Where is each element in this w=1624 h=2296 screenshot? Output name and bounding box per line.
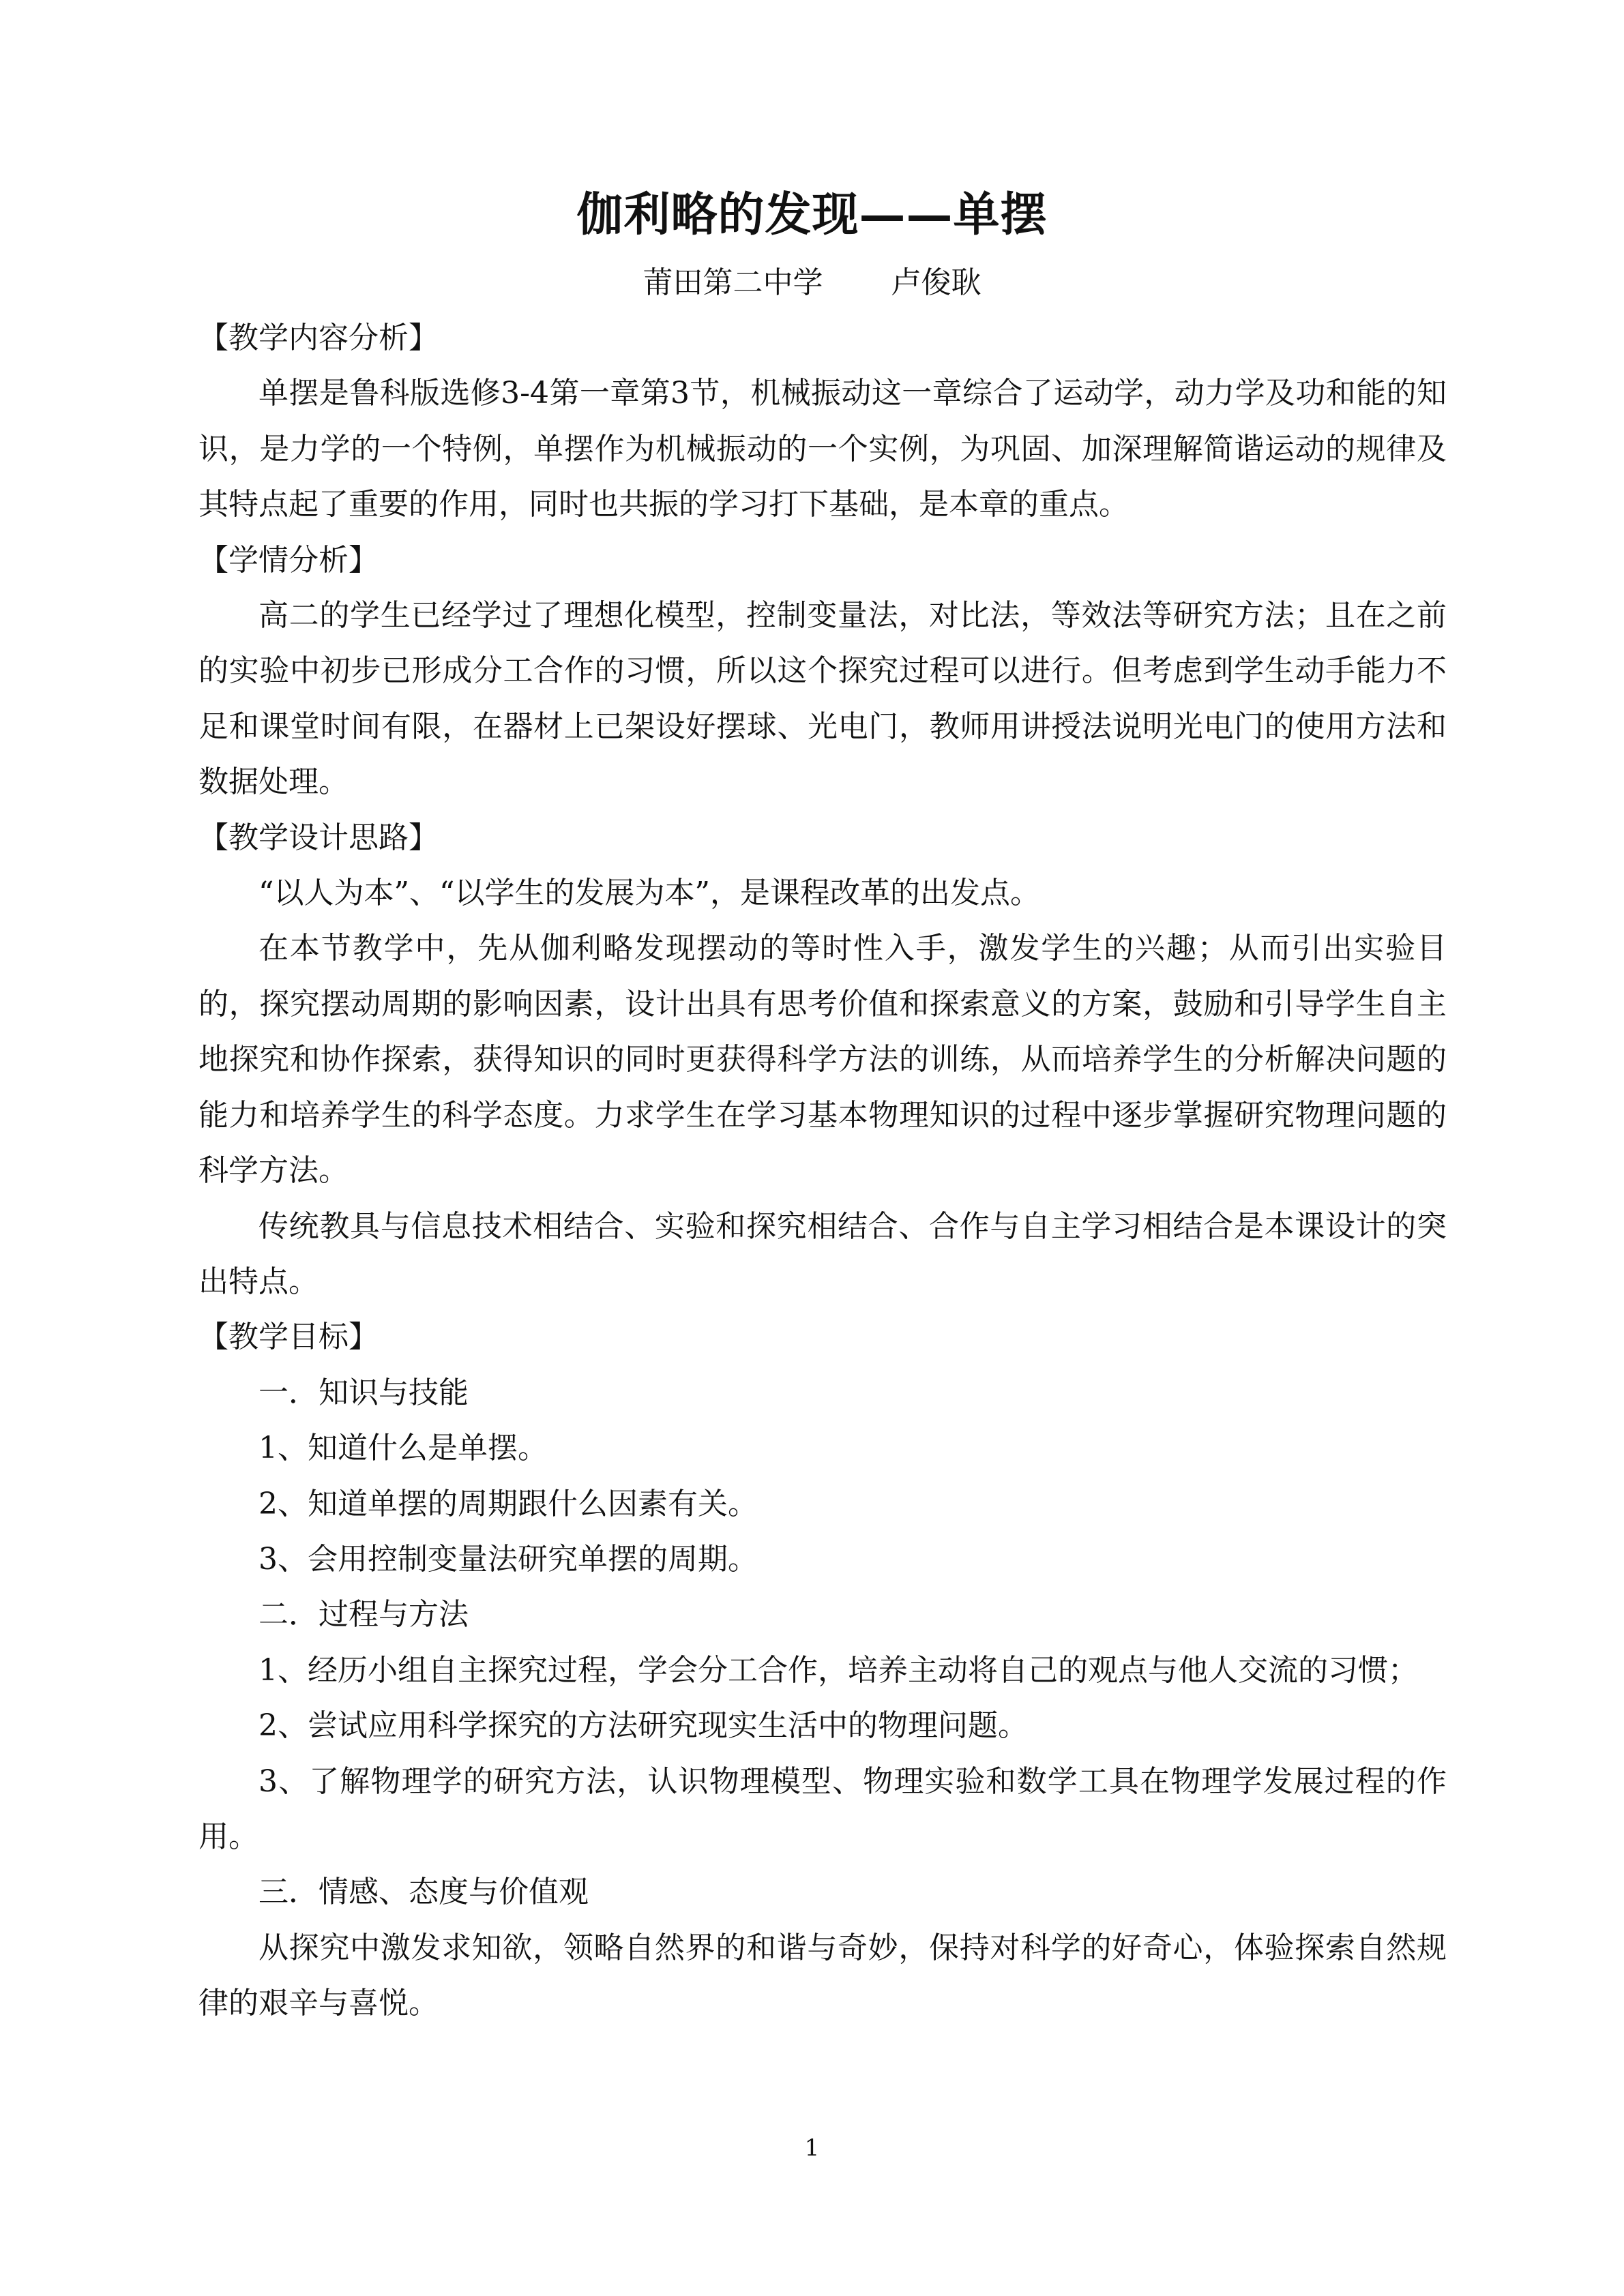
list-item: 2、知道单摆的周期跟什么因素有关。 — [259, 1486, 758, 1521]
list-item: 2、尝试应用科学探究的方法研究现实生活中的物理问题。 — [259, 1708, 1028, 1744]
document-body — [198, 310, 1447, 2031]
author-name: 卢俊耿 — [891, 265, 981, 300]
byline — [0, 256, 1624, 310]
paragraph: 单摆是鲁科版选修3-4第一章第3节，机械振动这一章综合了运动学，动力学及功和能的知识，是力学的一个特例，单摆作为机械振动的一个实例，为巩固、加深理解简谐运动的规律及其特点起了重要的作用，同时也共振的学习打下基础，是本章的重点。 — [198, 376, 1447, 522]
subsection-heading-emotion: 三．情感、态度与价值观 — [259, 1875, 589, 1910]
school-name: 莆田第二中学 — [643, 265, 823, 300]
paragraph: 高二的学生已经学过了理想化模型，控制变量法，对比法，等效法等研究方法；且在之前的实验中初步已形成分工合作的习惯，所以这个探究过程可以进行。但考虑到学生动手能力不足和课堂时间有限，在器材上已架设好摆球、光电门，教师用讲授法说明光电门的使用方法和数据处理。 — [198, 598, 1447, 800]
list-item: 3、会用控制变量法研究单摆的周期。 — [259, 1541, 758, 1577]
list-item: 1、经历小组自主探究过程，学会分工合作，培养主动将自己的观点与他人交流的习惯； — [259, 1652, 1418, 1688]
paragraph: 在本节教学中，先从伽利略发现摆动的等时性入手，激发学生的兴趣；从而引出实验目的，探究摆动周期的影响因素，设计出具有思考价值和探索意义的方案，鼓励和引导学生自主地探究和协作探索，获得知识的同时更获得科学方法的训练，从而培养学生的分析解决问题的能力和培养学生的科学态度。力求学生在学习基本物理知识的过程中逐步掌握研究物理问题的科学方法。 — [198, 931, 1447, 1189]
subsection-heading-process: 二．过程与方法 — [259, 1597, 469, 1632]
section-heading-content-analysis: 【教学内容分析】 — [198, 320, 439, 355]
section-heading-student-analysis: 【学情分析】 — [198, 542, 379, 578]
paragraph: 传统教具与信息技术相结合、实验和探究相结合、合作与自主学习相结合是本课设计的突出特点。 — [198, 1208, 1447, 1299]
list-item: 1、知道什么是单摆。 — [259, 1431, 548, 1466]
paragraph: 从探究中激发求知欲，领略自然界的和谐与奇妙，保持对科学的好奇心，体验探索自然规律的艰辛与喜悦。 — [198, 1930, 1447, 2021]
document-title: 伽利略的发现——单摆 — [576, 188, 1048, 242]
page-number: 1 — [804, 2134, 820, 2162]
paragraph: “以人为本”、“以学生的发展为本”，是课程改革的出发点。 — [259, 876, 1040, 911]
section-heading-objectives: 【教学目标】 — [198, 1320, 379, 1355]
section-heading-design-ideas: 【教学设计思路】 — [198, 820, 439, 855]
subsection-heading-knowledge: 一．知识与技能 — [259, 1375, 469, 1410]
list-item: 3、了解物理学的研究方法，认识物理模型、物理实验和数学工具在物理学发展过程的作用。 — [198, 1763, 1447, 1854]
